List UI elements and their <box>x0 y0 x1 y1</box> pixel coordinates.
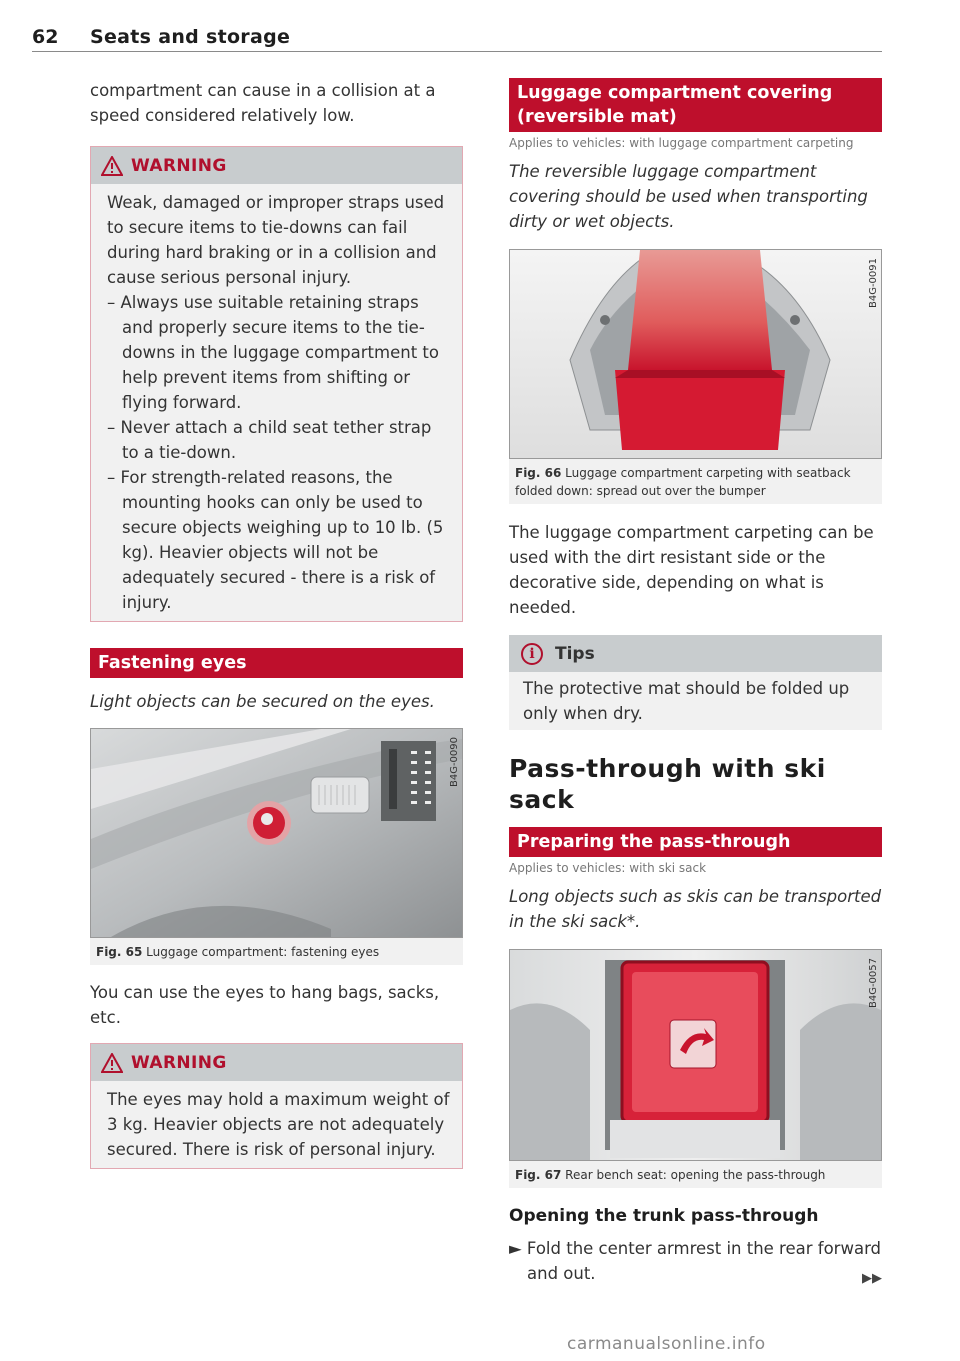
warning-body <box>91 1081 462 1168</box>
figure-label: Fig. 67 <box>515 1168 562 1182</box>
figure-caption <box>90 938 463 965</box>
watermark: carmanualsonline.info <box>567 1334 766 1354</box>
subheading-opening-pass-through: Opening the trunk pass-through <box>509 1206 819 1226</box>
figure-image <box>90 728 463 938</box>
warning-header <box>91 147 462 184</box>
pass-through-illustration <box>510 950 881 1160</box>
figure-caption <box>509 459 882 504</box>
fastening-intro: Light objects can be secured on the eyes. <box>90 692 435 711</box>
warning-triangle-icon <box>101 1053 123 1073</box>
warning-box-eyes <box>90 1043 463 1169</box>
figure-label: Fig. 65 <box>96 945 143 959</box>
figure-label: Fig. 66 <box>515 466 562 480</box>
reversible-mat-illustration <box>510 250 881 458</box>
page-number: 62 <box>32 26 59 48</box>
figure-caption <box>509 1161 882 1188</box>
page-header <box>32 26 882 52</box>
figure-code: B4G-0057 <box>868 958 879 1009</box>
continued-arrow-icon: ▶▶ <box>862 1271 882 1286</box>
luggage-intro: The reversible luggage compartment covering should be used when transporting dirty or wet objects. <box>509 162 868 231</box>
warning-list <box>107 290 450 615</box>
section-heading-fastening-eyes: Fastening eyes <box>90 648 463 678</box>
warning-header <box>91 1044 462 1081</box>
warning-text: Weak, damaged or improper straps used to secure items to tie-downs can fail during hard braking or in a collision and cause serious personal injury. <box>107 193 445 287</box>
figure-caption-text: Rear bench seat: opening the pass-through <box>565 1168 826 1182</box>
warning-title: WARNING <box>131 1052 227 1073</box>
warning-title: WARNING <box>131 155 227 176</box>
left-column <box>90 78 463 1169</box>
chapter-title-pass-through: Pass-through with ski sack <box>509 754 826 814</box>
figure-caption-text: Luggage compartment carpeting with seatback folded down: spread out over the bumper <box>515 466 851 498</box>
pass-through-intro: Long objects such as skis can be transported in the ski sack*. <box>509 887 882 931</box>
section-heading-preparing-pass-through: Preparing the pass-through <box>509 827 882 857</box>
figure-caption-text: Luggage compartment: fastening eyes <box>146 945 380 959</box>
figure-image <box>509 949 882 1161</box>
fastening-eyes-illustration <box>91 729 462 937</box>
warning-box-straps <box>90 146 463 622</box>
continued-paragraph: compartment can cause in a collision at a speed considered relatively low. <box>90 81 436 125</box>
figure-image <box>509 249 882 459</box>
figure-67 <box>509 949 882 1188</box>
luggage-body: The luggage compartment carpeting can be used with the dirt resistant side or the decorative side, depending on what is needed. <box>509 523 874 617</box>
warning-list-item: – Always use suitable retaining straps and properly secure items to the tie-downs in the luggage compartment to help prevent items from shifting or flying forward. <box>107 293 439 412</box>
applies-to-text: Applies to vehicles: with ski sack <box>509 861 707 875</box>
right-column <box>509 78 882 1286</box>
tips-body: The protective mat should be folded up only when dry. <box>523 679 850 723</box>
warning-text: The eyes may hold a maximum weight of 3 kg. Heavier objects are not adequately secured. There is risk of personal injury. <box>107 1090 450 1159</box>
tips-box <box>509 635 882 730</box>
figure-66 <box>509 249 882 504</box>
applies-to-text: Applies to vehicles: with luggage compartment carpeting <box>509 136 854 150</box>
tips-title: Tips <box>555 643 595 664</box>
instruction-text: ► Fold the center armrest in the rear forward and out. <box>509 1239 882 1283</box>
instruction-step <box>509 1236 882 1286</box>
tips-header <box>509 635 882 672</box>
info-icon: i <box>521 643 543 665</box>
warning-body <box>91 184 462 621</box>
warning-list-item: – For strength-related reasons, the mounting hooks can only be used to secure objects weighing up to 10 lb. (5 kg). Heavier objects will not be adequately secured - there is a risk of injury. <box>107 468 444 612</box>
warning-triangle-icon <box>101 156 123 176</box>
figure-code: B4G-0090 <box>449 737 460 788</box>
figure-65 <box>90 728 463 965</box>
section-title: Seats and storage <box>90 26 291 48</box>
figure-code: B4G-0091 <box>868 258 879 309</box>
section-heading-luggage-covering: Luggage compartment covering (reversible mat) <box>509 78 882 132</box>
warning-list-item: – Never attach a child seat tether strap to a tie-down. <box>107 418 432 462</box>
fastening-body: You can use the eyes to hang bags, sacks, etc. <box>90 983 440 1027</box>
